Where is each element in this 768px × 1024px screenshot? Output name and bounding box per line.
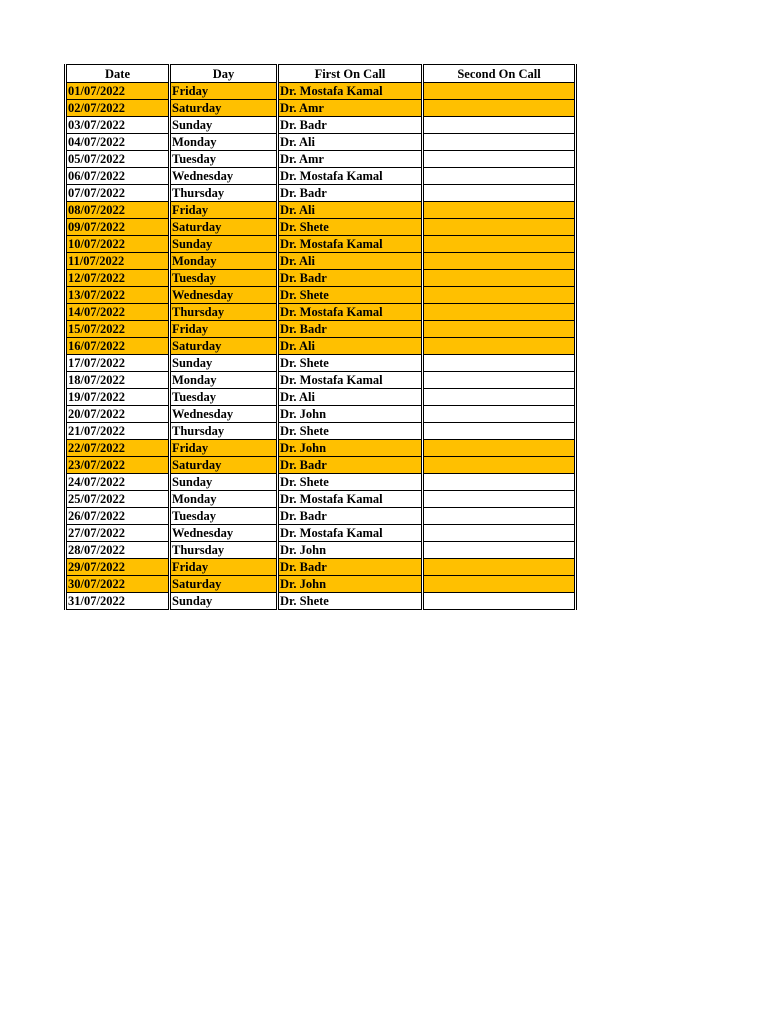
date-cell[interactable]: 25/07/2022 — [66, 491, 170, 508]
date-cell[interactable]: 10/07/2022 — [66, 236, 170, 253]
first-on-call-cell[interactable]: Dr. Badr — [278, 508, 423, 525]
day-cell[interactable]: Friday — [170, 321, 278, 338]
first-on-call-cell[interactable]: Dr. Mostafa Kamal — [278, 304, 423, 321]
day-cell[interactable]: Sunday — [170, 117, 278, 134]
date-cell[interactable]: 19/07/2022 — [66, 389, 170, 406]
date-cell[interactable]: 16/07/2022 — [66, 338, 170, 355]
table-row — [66, 270, 576, 287]
day-cell[interactable]: Tuesday — [170, 151, 278, 168]
first-on-call-cell[interactable]: Dr. Badr — [278, 270, 423, 287]
day-cell[interactable]: Thursday — [170, 423, 278, 440]
date-cell[interactable]: 21/07/2022 — [66, 423, 170, 440]
first-on-call-cell[interactable]: Dr. Mostafa Kamal — [278, 491, 423, 508]
first-on-call-cell[interactable]: Dr. Ali — [278, 389, 423, 406]
date-cell[interactable]: 31/07/2022 — [66, 593, 170, 610]
date-cell[interactable]: 14/07/2022 — [66, 304, 170, 321]
date-cell[interactable]: 13/07/2022 — [66, 287, 170, 304]
roster-body — [66, 83, 576, 610]
first-on-call-cell[interactable]: Dr. Amr — [278, 100, 423, 117]
date-cell[interactable]: 08/07/2022 — [66, 202, 170, 219]
day-cell[interactable]: Monday — [170, 491, 278, 508]
date-cell[interactable]: 05/07/2022 — [66, 151, 170, 168]
first-on-call-cell[interactable]: Dr. Badr — [278, 321, 423, 338]
second-on-call-cell[interactable] — [423, 372, 576, 389]
first-on-call-cell[interactable]: Dr. Shete — [278, 287, 423, 304]
table-row — [66, 304, 576, 321]
day-cell[interactable]: Sunday — [170, 355, 278, 372]
first-on-call-cell[interactable]: Dr. Ali — [278, 202, 423, 219]
second-on-call-cell[interactable] — [423, 491, 576, 508]
date-cell[interactable]: 29/07/2022 — [66, 559, 170, 576]
table-row — [66, 202, 576, 219]
day-cell[interactable]: Thursday — [170, 542, 278, 559]
second-on-call-cell[interactable] — [423, 236, 576, 253]
table-row — [66, 168, 576, 185]
second-on-call-cell[interactable] — [423, 185, 576, 202]
table-row — [66, 321, 576, 338]
first-on-call-cell[interactable]: Dr. Mostafa Kamal — [278, 83, 423, 100]
header-first-on-call[interactable]: First On Call — [278, 65, 423, 83]
day-cell[interactable]: Friday — [170, 202, 278, 219]
second-on-call-cell[interactable] — [423, 474, 576, 491]
date-cell[interactable]: 22/07/2022 — [66, 440, 170, 457]
first-on-call-cell[interactable]: Dr. Ali — [278, 253, 423, 270]
second-on-call-cell[interactable] — [423, 83, 576, 100]
table-row — [66, 389, 576, 406]
table-row — [66, 474, 576, 491]
day-cell[interactable]: Sunday — [170, 236, 278, 253]
table-row — [66, 491, 576, 508]
date-cell[interactable]: 17/07/2022 — [66, 355, 170, 372]
date-cell[interactable]: 12/07/2022 — [66, 270, 170, 287]
table-row — [66, 372, 576, 389]
table-row — [66, 253, 576, 270]
day-cell[interactable]: Friday — [170, 83, 278, 100]
first-on-call-cell[interactable]: Dr. Badr — [278, 185, 423, 202]
second-on-call-cell[interactable] — [423, 117, 576, 134]
day-cell[interactable]: Friday — [170, 440, 278, 457]
table-row — [66, 440, 576, 457]
second-on-call-cell[interactable] — [423, 593, 576, 610]
day-cell[interactable]: Sunday — [170, 593, 278, 610]
table-row — [66, 593, 576, 610]
table-row — [66, 457, 576, 474]
second-on-call-cell[interactable] — [423, 457, 576, 474]
second-on-call-cell[interactable] — [423, 559, 576, 576]
second-on-call-cell[interactable] — [423, 389, 576, 406]
date-cell[interactable]: 06/07/2022 — [66, 168, 170, 185]
table-row — [66, 117, 576, 134]
day-cell[interactable]: Thursday — [170, 185, 278, 202]
day-cell[interactable]: Saturday — [170, 576, 278, 593]
first-on-call-cell[interactable]: Dr. Mostafa Kamal — [278, 372, 423, 389]
date-cell[interactable]: 26/07/2022 — [66, 508, 170, 525]
table-row — [66, 338, 576, 355]
first-on-call-cell[interactable]: Dr. Badr — [278, 559, 423, 576]
second-on-call-cell[interactable] — [423, 542, 576, 559]
second-on-call-cell[interactable] — [423, 219, 576, 236]
table-row — [66, 406, 576, 423]
day-cell[interactable]: Tuesday — [170, 270, 278, 287]
date-cell[interactable]: 11/07/2022 — [66, 253, 170, 270]
second-on-call-cell[interactable] — [423, 406, 576, 423]
day-cell[interactable]: Tuesday — [170, 508, 278, 525]
table-row — [66, 287, 576, 304]
date-cell[interactable]: 15/07/2022 — [66, 321, 170, 338]
day-cell[interactable]: Monday — [170, 372, 278, 389]
header-day[interactable]: Day — [170, 65, 278, 83]
first-on-call-cell[interactable]: Dr. Shete — [278, 423, 423, 440]
date-cell[interactable]: 27/07/2022 — [66, 525, 170, 542]
first-on-call-cell[interactable]: Dr. Ali — [278, 338, 423, 355]
second-on-call-cell[interactable] — [423, 100, 576, 117]
roster-header — [66, 65, 576, 83]
day-cell[interactable]: Saturday — [170, 219, 278, 236]
table-row — [66, 559, 576, 576]
table-row — [66, 185, 576, 202]
day-cell[interactable]: Tuesday — [170, 389, 278, 406]
first-on-call-cell[interactable]: Dr. Shete — [278, 474, 423, 491]
second-on-call-cell[interactable] — [423, 525, 576, 542]
second-on-call-cell[interactable] — [423, 151, 576, 168]
on-call-roster-table — [64, 64, 577, 610]
day-cell[interactable]: Thursday — [170, 304, 278, 321]
day-cell[interactable]: Wednesday — [170, 287, 278, 304]
date-cell[interactable]: 07/07/2022 — [66, 185, 170, 202]
first-on-call-cell[interactable]: Dr. Shete — [278, 219, 423, 236]
table-row — [66, 236, 576, 253]
table-row — [66, 525, 576, 542]
date-cell[interactable]: 04/07/2022 — [66, 134, 170, 151]
first-on-call-cell[interactable]: Dr. Ali — [278, 134, 423, 151]
day-cell[interactable]: Wednesday — [170, 406, 278, 423]
second-on-call-cell[interactable] — [423, 338, 576, 355]
second-on-call-cell[interactable] — [423, 134, 576, 151]
table-row — [66, 542, 576, 559]
date-cell[interactable]: 28/07/2022 — [66, 542, 170, 559]
table-row — [66, 423, 576, 440]
first-on-call-cell[interactable]: Dr. Amr — [278, 151, 423, 168]
day-cell[interactable]: Monday — [170, 134, 278, 151]
table-row — [66, 508, 576, 525]
second-on-call-cell[interactable] — [423, 304, 576, 321]
date-cell[interactable]: 09/07/2022 — [66, 219, 170, 236]
first-on-call-cell[interactable]: Dr. Badr — [278, 117, 423, 134]
day-cell[interactable]: Saturday — [170, 338, 278, 355]
first-on-call-cell[interactable]: Dr. Mostafa Kamal — [278, 168, 423, 185]
header-second-on-call[interactable]: Second On Call — [423, 65, 576, 83]
day-cell[interactable]: Monday — [170, 253, 278, 270]
second-on-call-cell[interactable] — [423, 355, 576, 372]
table-row — [66, 219, 576, 236]
date-cell[interactable]: 20/07/2022 — [66, 406, 170, 423]
date-cell[interactable]: 23/07/2022 — [66, 457, 170, 474]
first-on-call-cell[interactable]: Dr. Shete — [278, 355, 423, 372]
second-on-call-cell[interactable] — [423, 168, 576, 185]
first-on-call-cell[interactable]: Dr. John — [278, 542, 423, 559]
second-on-call-cell[interactable] — [423, 253, 576, 270]
date-cell[interactable]: 01/07/2022 — [66, 83, 170, 100]
second-on-call-cell[interactable] — [423, 202, 576, 219]
header-row — [66, 65, 576, 83]
date-cell[interactable]: 18/07/2022 — [66, 372, 170, 389]
first-on-call-cell[interactable]: Dr. Shete — [278, 593, 423, 610]
second-on-call-cell[interactable] — [423, 287, 576, 304]
day-cell[interactable]: Saturday — [170, 100, 278, 117]
table-row — [66, 151, 576, 168]
table-row — [66, 83, 576, 100]
date-cell[interactable]: 30/07/2022 — [66, 576, 170, 593]
second-on-call-cell[interactable] — [423, 270, 576, 287]
second-on-call-cell[interactable] — [423, 440, 576, 457]
day-cell[interactable]: Friday — [170, 559, 278, 576]
table-row — [66, 576, 576, 593]
date-cell[interactable]: 24/07/2022 — [66, 474, 170, 491]
table-row — [66, 100, 576, 117]
first-on-call-cell[interactable]: Dr. Mostafa Kamal — [278, 236, 423, 253]
day-cell[interactable]: Wednesday — [170, 168, 278, 185]
second-on-call-cell[interactable] — [423, 508, 576, 525]
second-on-call-cell[interactable] — [423, 576, 576, 593]
table-row — [66, 355, 576, 372]
first-on-call-cell[interactable]: Dr. John — [278, 406, 423, 423]
second-on-call-cell[interactable] — [423, 423, 576, 440]
first-on-call-cell[interactable]: Dr. Badr — [278, 457, 423, 474]
header-date[interactable]: Date — [66, 65, 170, 83]
first-on-call-cell[interactable]: Dr. John — [278, 440, 423, 457]
day-cell[interactable]: Saturday — [170, 457, 278, 474]
table-row — [66, 134, 576, 151]
date-cell[interactable]: 02/07/2022 — [66, 100, 170, 117]
second-on-call-cell[interactable] — [423, 321, 576, 338]
day-cell[interactable]: Wednesday — [170, 525, 278, 542]
first-on-call-cell[interactable]: Dr. Mostafa Kamal — [278, 525, 423, 542]
day-cell[interactable]: Sunday — [170, 474, 278, 491]
first-on-call-cell[interactable]: Dr. John — [278, 576, 423, 593]
date-cell[interactable]: 03/07/2022 — [66, 117, 170, 134]
